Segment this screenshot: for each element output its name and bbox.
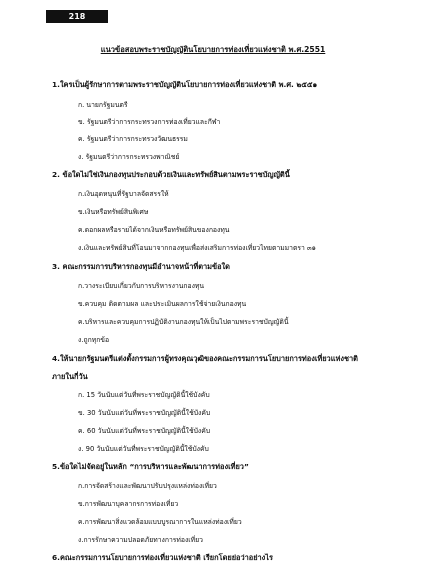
question-1-option-a: ก. นายกรัฐมนตรี <box>78 101 128 109</box>
question-4-option-d: ง. 90 วันนับแต่วันที่พระราชบัญญัตินี้ใช้บังคับ <box>78 445 209 453</box>
question-3-option-b: ข.ควบคุม ติดตามผล และประเมินผลการใช้จ่ายเงินกองทุน <box>78 300 247 308</box>
question-5-option-b: ข.การพัฒนาบุคลากรการท่องเที่ยว <box>78 500 179 508</box>
question-6-text: 6.คณะกรรมการนโยบายการท่องเที่ยวแห่งชาติ เรียกโดยย่อว่าอย่างไร <box>52 553 273 562</box>
question-3-text: 3. คณะกรรมการบริหารกองทุนมีอำนาจหน้าที่ตามข้อใด <box>52 262 230 271</box>
question-3-option-a: ก.วางระเบียบเกี่ยวกับการบริหารงานกองทุน <box>78 282 205 290</box>
page-number: 218 <box>46 10 108 23</box>
question-5-text: 5.ข้อใดไม่จัดอยู่ในหลัก “การบริหารและพัฒนาการท่องเที่ยว” <box>52 462 249 471</box>
document-title: แนวข้อสอบพระราชบัญญัตินโยบายการท่องเที่ยวแห่งชาติ พ.ศ.2551 <box>100 45 326 54</box>
question-2-option-a: ก.เงินอุดหนุนที่รัฐบาลจัดสรรให้ <box>78 190 169 198</box>
question-2-option-c: ค.ดอกผลหรือรายได้จากเงินหรือทรัพย์สินของกองทุน <box>78 226 230 234</box>
question-3-option-d: ง.ถูกทุกข้อ <box>78 336 110 344</box>
question-2-text: 2. ข้อใดไม่ใช่เงินกองทุนประกอบด้วยเงินและทรัพย์สินตามพระราชบัญญัตินี้ <box>52 170 290 179</box>
question-4-option-a: ก. 15 วันนับแต่วันที่พระราชบัญญัตินี้ใช้บังคับ <box>78 391 210 399</box>
question-2-option-b: ข.เงินหรือทรัพย์สินพิเศษ <box>78 208 149 216</box>
question-4-option-c: ค. 60 วันนับแต่วันที่พระราชบัญญัตินี้ใช้บังคับ <box>78 427 211 435</box>
question-4-text: 4.ให้นายกรัฐมนตรีแต่งตั้งกรรมการผู้ทรงคุณวุฒิของคณะกรรมการนโยบายการท่องเที่ยวแห่งชาติ <box>52 354 358 363</box>
question-2-option-d: ง.เงินและทรัพย์สินที่โอนมาจากกองทุนเพื่อส่งเสริมการท่องเที่ยวไทยตามมาตรา ๓๑ <box>78 244 316 252</box>
question-4-text-continued: ภายในกี่วัน <box>52 372 88 381</box>
question-5-option-a: ก.การจัดสร้างและพัฒนาปรับปรุงแหล่งท่องเที่ยว <box>78 482 217 490</box>
question-1-text: 1.ใครเป็นผู้รักษาการตามพระราชบัญญัตินโยบายการท่องเที่ยวแห่งชาติ พ.ศ. ๒๕๕๑ <box>52 80 318 89</box>
question-3-option-c: ค.บริหารและควบคุมการปฏิบัติงานกองทุนให้เป็นไปตามพระราชบัญญัตินี้ <box>78 318 289 326</box>
question-1-option-d: ง. รัฐมนตรีว่าการกระทรวงพาณิชย์ <box>78 153 180 161</box>
question-1-option-b: ข. รัฐมนตรีว่าการกระทรวงการท่องเที่ยวและกีฬา <box>78 118 221 126</box>
question-4-option-b: ข. 30 วันนับแต่วันที่พระราชบัญญัตินี้ใช้บังคับ <box>78 409 211 417</box>
question-1-option-c: ค. รัฐมนตรีว่าการกระทรวงวัฒนธรรม <box>78 135 188 143</box>
question-5-option-c: ค.การพัฒนาสิ่งแวดล้อมแบบบูรณาการในแหล่งท่องเที่ยว <box>78 518 242 526</box>
question-5-option-d: ง.การรักษาความปลอดภัยทางการท่องเที่ยว <box>78 536 203 544</box>
